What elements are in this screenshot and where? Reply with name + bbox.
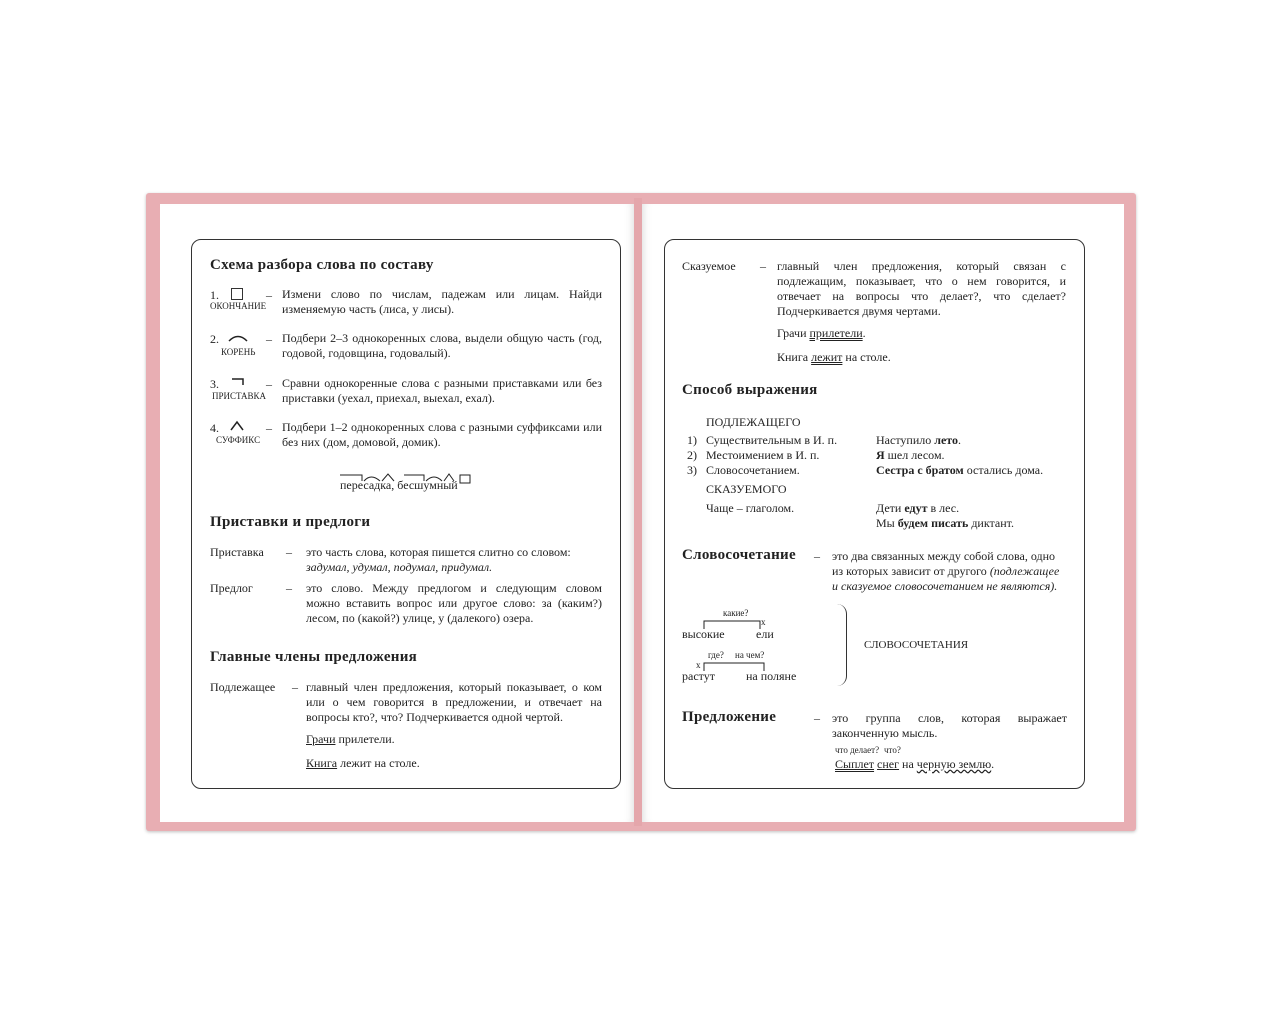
example-bold: будем писать [897, 516, 969, 530]
example-text: диктант. [968, 516, 1015, 530]
section-title-prefixes: Приставки и предлоги [210, 514, 371, 530]
root-icon [228, 334, 248, 342]
row-description: Местоимением в И. п. [706, 448, 820, 462]
phrase-word: на поляне [746, 669, 797, 683]
row-description: Существительным в И. п. [706, 433, 838, 447]
row-number: 3) [687, 463, 697, 477]
item-text-ending: Измени слово по числам, падежам или лицам. Найди изменяемую часть (лиса, у лисы). [282, 287, 602, 316]
item-label-prefix: ПРИСТАВКА [212, 391, 267, 401]
object-words: черную землю [916, 757, 992, 771]
question-label: на чем? [735, 650, 765, 660]
phrase-word: высокие [682, 627, 725, 641]
row-description: Словосочетанием. [706, 463, 800, 477]
row-example [876, 448, 945, 463]
subject-example-1 [306, 732, 395, 747]
phrase-word: ели [756, 627, 774, 641]
predicate-example-2 [777, 350, 891, 365]
sentence-definition: это группа слов, которая выражает законченную мысль. [832, 711, 1067, 740]
term-preposition: Предлог [210, 581, 253, 595]
phrase-definition-note: (подлежащее и сказуемое словосочетанием не являются). [832, 564, 1060, 593]
preposition-definition: это слово. Между предлогом и следующим словом можно вставить вопрос или другое слово: за (каким?) лесом, по (какой?) улице, у (далекого) озера. [306, 581, 602, 625]
row-number: 1) [687, 433, 697, 447]
predicate-word: прилетели [809, 326, 863, 340]
question-label: какие? [723, 608, 749, 618]
example-text: . [991, 757, 995, 771]
item-label-ending: ОКОНЧАНИЕ [210, 301, 267, 311]
item-dash: – [266, 288, 272, 302]
subject-word: снег [877, 757, 900, 771]
example-text: Мы [876, 516, 898, 530]
item-dash: – [266, 421, 272, 435]
term-dash: – [292, 680, 298, 694]
row-example [876, 463, 1043, 478]
example-text: . [862, 326, 866, 340]
term-dash: – [814, 549, 820, 563]
item-dash: – [266, 377, 272, 391]
prefix-icon [231, 378, 245, 386]
example-text: Грачи [777, 326, 810, 340]
item-text-suffix: Подбери 1–2 однокоренных слова с разными суффиксами или без них (дом, домовой, домик). [282, 420, 602, 449]
curly-brace [836, 604, 847, 686]
predicate-definition: главный член предложения, который связан с подлежащим, показывает, что о нем говорится, и отвечает на вопросы что делает?, что сделает? Подчеркивается двумя чертами. [777, 259, 1066, 318]
term-prefix: Приставка [210, 545, 264, 559]
item-label-suffix: СУФФИКС [216, 435, 261, 445]
question-label: где? [708, 650, 724, 660]
subject-example-2 [306, 756, 420, 771]
row-number: 2) [687, 448, 697, 462]
suffix-icon [230, 421, 244, 431]
main-word-mark: x [761, 617, 766, 627]
example-text: на [902, 757, 914, 771]
example-text: . [958, 433, 962, 447]
section-title-sentence: Предложение [682, 709, 777, 725]
question-label: что? [884, 745, 901, 755]
item-number: 3. [210, 377, 219, 391]
predicate-example-2 [876, 516, 1014, 531]
sentence-example [835, 757, 994, 772]
row-example [876, 433, 961, 448]
section-title-word-analysis: Схема разбора слова по составу [210, 257, 434, 273]
subject-definition: главный член предложения, который показывает, о ком или о чем говорится в предложении, и отвечает на вопросы кто?, что? Подчеркивается одной чертой. [306, 680, 602, 724]
example-bold: лето [934, 433, 959, 447]
term-dash: – [814, 711, 820, 725]
example-text: шел лесом. [884, 448, 945, 462]
example-rest: прилетели. [335, 732, 395, 746]
term-dash: – [760, 259, 766, 273]
prefix-definition: это часть слова, которая пишется слитно со словом: [306, 545, 571, 559]
predicate-word: лежит [811, 350, 843, 364]
term-predicate: Сказуемое [682, 259, 736, 273]
example-rest: лежит на столе. [337, 756, 420, 770]
section-title-phrase: Словосочетание [682, 547, 796, 563]
phrase-definition-text: это два связанных между собой слова, одно из которых зависит от другого [832, 549, 1056, 578]
main-word-mark: x [696, 660, 701, 670]
item-text-prefix: Сравни однокоренные слова с разными приставками или без приставки (уехал, приехал, выехал, ехал). [282, 376, 602, 405]
subject-word: Книга [306, 756, 338, 770]
example-text: Дети [876, 501, 905, 515]
example-text: в лес. [927, 501, 960, 515]
item-number: 4. [210, 421, 219, 435]
subject-heading: ПОДЛЕЖАЩЕГО [706, 415, 801, 429]
prefix-examples: задумал, удумал, подумал, придумал. [306, 560, 493, 574]
example-bold: Я [876, 448, 885, 462]
predicate-example-1 [876, 501, 959, 516]
subject-word: Грачи [306, 732, 336, 746]
item-text-root: Подбери 2–3 однокоренных слова, выдели общую часть (год, годовой, годовщина, годовалый). [282, 331, 602, 360]
predicate-heading: СКАЗУЕМОГО [706, 482, 787, 496]
term-dash: – [286, 545, 292, 559]
example-text: на столе. [842, 350, 891, 364]
term-dash: – [286, 581, 292, 595]
phrase-word: растут [682, 669, 715, 683]
ending-icon [231, 288, 243, 300]
question-label: что делает? [835, 745, 880, 755]
item-dash: – [266, 332, 272, 346]
example-text: остались дома. [963, 463, 1044, 477]
item-number: 2. [210, 332, 219, 346]
item-number: 1. [210, 288, 219, 302]
section-title-expression: Способ выражения [682, 382, 818, 398]
example-text: Наступило [876, 433, 935, 447]
example-text: Книга [777, 350, 812, 364]
example-bold: Сестра с братом [876, 463, 964, 477]
example-bold: едут [904, 501, 928, 515]
phrase-group-label: СЛОВОСОЧЕТАНИЯ [864, 639, 969, 651]
predicate-word: Сыплет [835, 757, 875, 771]
item-label-root: КОРЕНЬ [221, 347, 256, 357]
term-subject: Подлежащее [210, 680, 276, 694]
book-spine [634, 198, 642, 826]
phrase-definition [832, 549, 1067, 594]
predicate-description: Чаще – глаголом. [706, 501, 795, 515]
section-title-main-members: Главные члены предложения [210, 649, 418, 665]
predicate-example-1 [777, 326, 866, 341]
example-words: пересадка, бесшумный [340, 478, 458, 492]
